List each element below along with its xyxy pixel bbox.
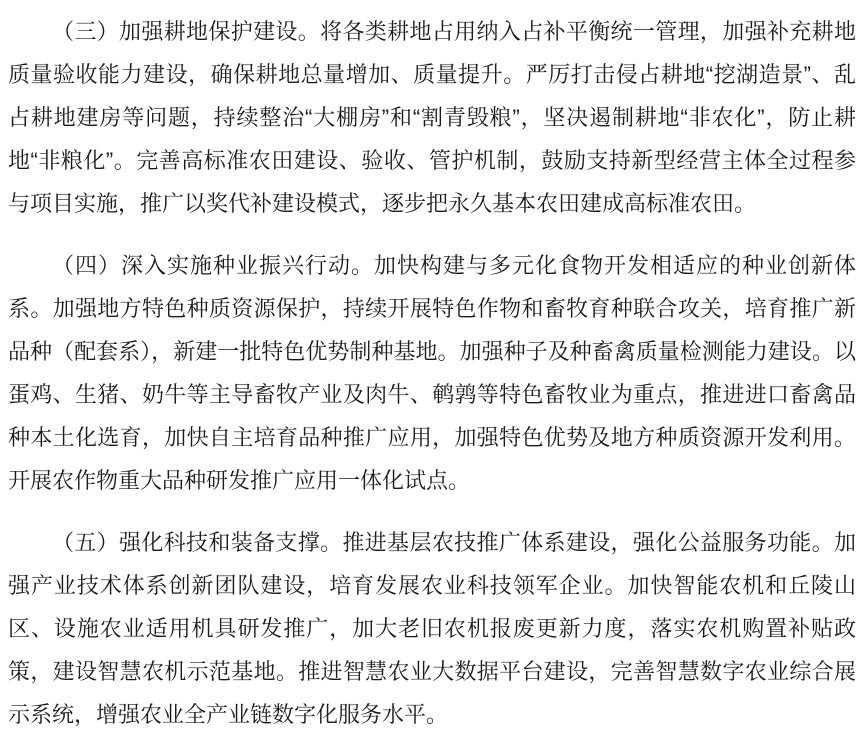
paragraph-seed-industry: （四）深入实施种业振兴行动。加快构建与多元化食物开发相适应的种业创新体系。加强地方特色种质资源保护，持续开展特色作物和畜牧育种联合攻关，培育推广新品种（配套系），新建一批特色优势制种基地。加强种子及种畜禽质量检测能力建设。以蛋鸡、生猪、奶牛等主导畜牧产业及肉牛、鹌鹑等特色畜牧业为重点，推进进口畜禽品种本土化选育，加快自主培育品种推广应用，加强特色优势及地方种质资源开发利用。开展农作物重大品种研发推广应用一体化试点。 [8, 253, 856, 493]
paragraph-technology-equipment: （五）强化科技和装备支撑。推进基层农技推广体系建设，强化公益服务功能。加强产业技术体系创新团队建设，培育发展农业科技领军企业。加快智能农机和丘陵山区、设施农业适用机具研发推广，加大老旧农机报废更新力度，落实农机购置补贴政策，建设智慧农机示范基地。推进智慧农业大数据平台建设，完善智慧数字农业综合展示系统，增强农业全产业链数字化服务水平。 [8, 530, 856, 727]
paragraph-farmland-protection: （三）加强耕地保护建设。将各类耕地占用纳入占补平衡统一管理，加强补充耕地质量验收能力建设，确保耕地总量增加、质量提升。严厉打击侵占耕地“挖湖造景”、乱占耕地建房等问题，持续整治“大棚房”和“割青毁粮”，坚决遏制耕地“非农化”，防止耕地“非粮化”。完善高标准农田建设、验收、管护机制，鼓励支持新型经营主体全过程参与项目实施，推广以奖代补建设模式，逐步把永久基本农田建成高标准农田。 [8, 19, 856, 216]
